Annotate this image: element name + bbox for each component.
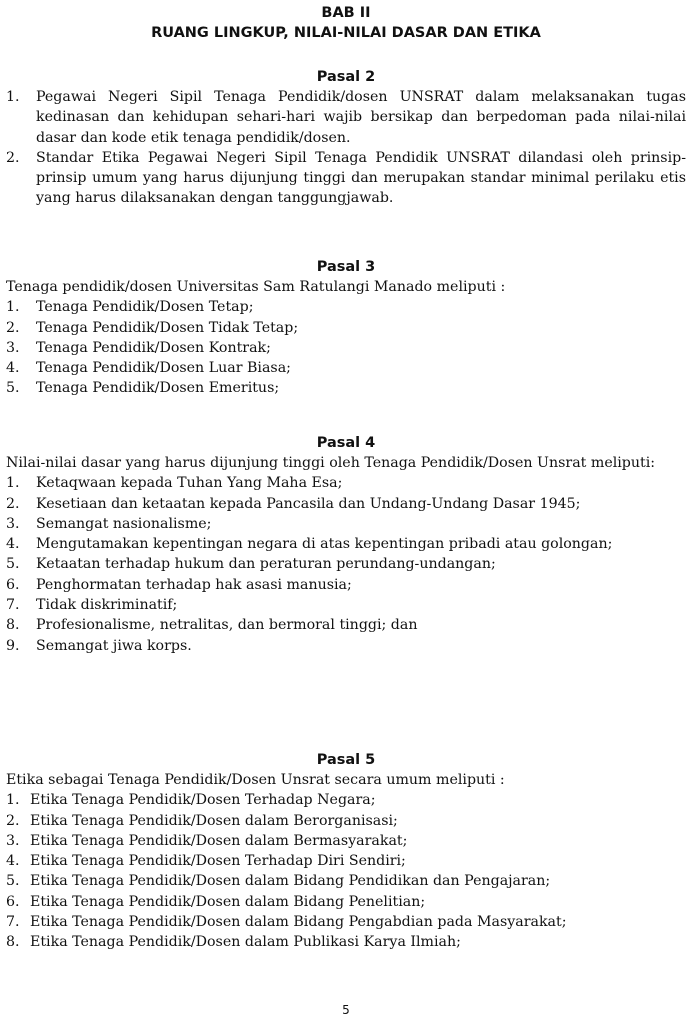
list-item-text: Standar Etika Pegawai Negeri Sipil Tenaga Pendidik UNSRAT dilandasi oleh prinsip-prinsip umum yang harus dijunjung tinggi dan merupakan standar minimal perilaku etis yang harus dilaksanakan dengan tanggungjawab. <box>36 149 686 207</box>
list-item-text: Pegawai Negeri Sipil Tenaga Pendidik/dosen UNSRAT dalam melaksanakan tugas kedinasan dan kehidupan sehari-hari wajib bersikap dan berpedoman pada nilai-nilai dasar dan kode etik tenaga pendidik/dosen. <box>36 89 686 146</box>
list-item: 3. Etika Tenaga Pendidik/Dosen dalam Bermasyarakat; <box>6 832 408 849</box>
list-item: 8. Profesionalisme, netralitas, dan bermoral tinggi; dan <box>6 617 418 634</box>
list-item: 8. Etika Tenaga Pendidik/Dosen dalam Publikasi Karya Ilmiah; <box>6 934 461 951</box>
list-item: 5. Tenaga Pendidik/Dosen Emeritus; <box>6 380 280 397</box>
pasal-3-intro: Tenaga pendidik/dosen Universitas Sam Ratulangi Manado meliputi : <box>6 279 506 295</box>
pasal-4-list <box>0 473 692 656</box>
list-item: 1. Ketaqwaan kepada Tuhan Yang Maha Esa; <box>6 475 343 492</box>
pasal-5-title: Pasal 5 <box>316 752 376 768</box>
list-item: 7. Tidak diskriminatif; <box>6 597 178 614</box>
list-item: 4. Tenaga Pendidik/Dosen Luar Biasa; <box>6 360 291 377</box>
chapter-heading <box>0 3 692 43</box>
list-item: 3. Semangat nasionalisme; <box>6 515 212 532</box>
list-item: 2. Kesetiaan dan ketaatan kepada Pancasila dan Undang-Undang Dasar 1945; <box>6 495 581 512</box>
pasal-5-intro: Etika sebagai Tenaga Pendidik/Dosen Unsrat secara umum meliputi : <box>6 772 505 788</box>
list-item: 6. Etika Tenaga Pendidik/Dosen dalam Bidang Penelitian; <box>6 893 426 910</box>
section-pasal-2 <box>0 67 692 209</box>
list-item: 6. Penghormatan terhadap hak asasi manusia; <box>6 576 352 593</box>
pasal-2-list <box>0 87 692 209</box>
pasal-5-list <box>0 790 692 952</box>
list-item: 1. Etika Tenaga Pendidik/Dosen Terhadap Negara; <box>6 792 376 809</box>
list-item: 9. Semangat jiwa korps. <box>6 637 192 654</box>
chapter-title: BAB II <box>321 5 371 21</box>
list-item: 4. Etika Tenaga Pendidik/Dosen Terhadap Diri Sendiri; <box>6 853 406 870</box>
list-item: 7. Etika Tenaga Pendidik/Dosen dalam Bidang Pengabdian pada Masyarakat; <box>6 914 567 931</box>
pasal-3-title: Pasal 3 <box>316 259 376 275</box>
list-item: 1. Tenaga Pendidik/Dosen Tetap; <box>6 299 254 316</box>
pasal-2-title: Pasal 2 <box>316 69 376 85</box>
list-item: 2. Tenaga Pendidik/Dosen Tidak Tetap; <box>6 319 299 336</box>
section-pasal-4 <box>0 433 692 656</box>
chapter-subtitle: RUANG LINGKUP, NILAI-NILAI DASAR DAN ETIKA <box>151 25 541 41</box>
section-pasal-5 <box>0 750 692 953</box>
page-number: 5 <box>342 1003 350 1017</box>
list-item: 2. Standar Etika Pegawai Negeri Sipil Tenaga Pendidik UNSRAT dilandasi oleh prinsip-prinsip umum yang harus dijunjung tinggi dan merupakan standar minimal perilaku etis yang harus dilaksanakan dengan tanggungjawab. <box>6 149 686 207</box>
pasal-4-title: Pasal 4 <box>316 435 376 451</box>
pasal-3-list <box>0 297 692 398</box>
pasal-4-intro: Nilai-nilai dasar yang harus dijunjung tinggi oleh Tenaga Pendidik/Dosen Unsrat meliputi: <box>6 455 656 471</box>
list-item: 4. Mengutamakan kepentingan negara di atas kepentingan pribadi atau golongan; <box>6 536 613 553</box>
list-item: 1. Pegawai Negeri Sipil Tenaga Pendidik/dosen UNSRAT dalam melaksanakan tugas kedinasan dan kehidupan sehari-hari wajib bersikap dan berpedoman pada nilai-nilai dasar dan kode etik tenaga pendidik/dosen. <box>6 89 686 146</box>
list-item: 3. Tenaga Pendidik/Dosen Kontrak; <box>6 339 271 356</box>
list-item: 5. Etika Tenaga Pendidik/Dosen dalam Bidang Pendidikan dan Pengajaran; <box>6 873 551 890</box>
section-pasal-3 <box>0 257 692 399</box>
list-item: 2. Etika Tenaga Pendidik/Dosen dalam Berorganisasi; <box>6 812 398 829</box>
list-item: 5. Ketaatan terhadap hukum dan peraturan perundang-undangan; <box>6 556 496 573</box>
